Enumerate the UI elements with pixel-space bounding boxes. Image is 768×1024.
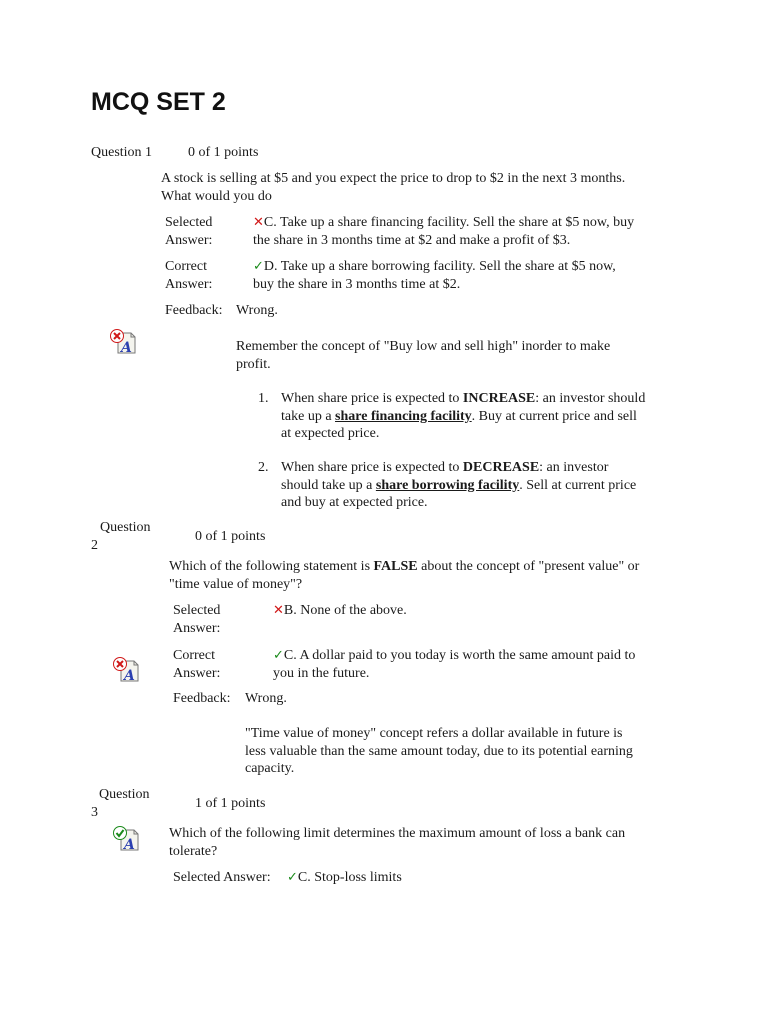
- check-mark-icon: ✓: [253, 259, 264, 274]
- page-title: MCQ SET 2: [91, 88, 226, 116]
- feedback-line: capacity.: [245, 761, 295, 776]
- selected-answer-label: Selected Answer:: [173, 870, 271, 885]
- label-line: Question: [100, 520, 151, 535]
- label-line: Answer:: [173, 665, 221, 681]
- feedback-line: Remember the concept of "Buy low and sell high" inorder to make: [236, 339, 611, 354]
- selected-answer: [253, 214, 634, 249]
- question-text-line: "time value of money"?: [169, 576, 303, 592]
- question-3-points: 1 of 1 points: [195, 796, 266, 811]
- text-span: should take up a: [281, 477, 376, 493]
- answer-line: B. None of the above.: [283, 603, 407, 618]
- wrong-answer-icon: [109, 328, 137, 354]
- question-text-line: What would you do: [161, 188, 272, 204]
- svg-text:A: A: [121, 340, 132, 354]
- text-span: When share price is expected to: [281, 460, 463, 475]
- label-line: Answer:: [165, 232, 213, 248]
- answer-line: C. A dollar paid to you today is worth the same amount paid to: [283, 648, 636, 663]
- label-line: Selected: [165, 215, 213, 230]
- wrong-answer-icon: [112, 656, 140, 682]
- feedback-line: "Time value of money" concept refers a dollar available in future is: [245, 726, 623, 741]
- question-1-label: Question 1: [91, 145, 153, 160]
- underlined-term: share borrowing facility: [375, 477, 520, 493]
- list-item: [258, 390, 269, 408]
- question-1-points: 0 of 1 points: [188, 145, 259, 160]
- question-2-text: [169, 558, 639, 593]
- text-span: . Sell at current price: [519, 477, 637, 493]
- bold-term: INCREASE: [462, 391, 536, 406]
- feedback-line: less valuable than the same amount today, due to its potential earning: [245, 743, 633, 759]
- feedback-label: Feedback:: [165, 303, 223, 318]
- answer-line: you in the future.: [273, 665, 370, 681]
- label-line: Answer:: [165, 276, 213, 292]
- correct-answer-label: [173, 647, 220, 682]
- correct-answer-label: [165, 258, 212, 293]
- list-item: [258, 459, 269, 477]
- label-line: Answer:: [173, 620, 221, 636]
- answer-line: C. Take up a share financing facility. Sell the share at $5 now, buy: [263, 215, 635, 230]
- text-span: When share price is expected to: [281, 391, 463, 406]
- label-line: 2: [91, 537, 98, 553]
- feedback-text: [236, 338, 610, 373]
- selected-answer-label: [173, 602, 220, 637]
- cross-mark-icon: ✕: [253, 215, 264, 230]
- check-mark-icon: ✓: [273, 648, 284, 663]
- correct-answer-icon: [112, 825, 140, 851]
- bold-term: FALSE: [373, 559, 418, 574]
- text-span: about the concept of "present value" or: [417, 559, 640, 574]
- feedback-text: [245, 725, 633, 778]
- text-span: : an investor should: [535, 391, 646, 406]
- label-line: Correct: [165, 259, 207, 274]
- selected-answer: [287, 869, 402, 887]
- label-line: Question: [99, 787, 150, 802]
- question-2-points: 0 of 1 points: [195, 529, 266, 544]
- question-text-line: Which of the following limit determines the maximum amount of loss a bank can: [169, 826, 626, 841]
- correct-answer: [273, 647, 635, 682]
- feedback-line: profit.: [236, 356, 271, 372]
- svg-text:A: A: [124, 668, 135, 682]
- selected-answer: [273, 602, 407, 620]
- question-text-line: A stock is selling at $5 and you expect the price to drop to $2 in the next 3 months.: [161, 171, 626, 186]
- text-span: and buy at expected price.: [281, 495, 428, 510]
- question-3-label: [91, 786, 150, 821]
- feedback-result: Wrong.: [245, 691, 287, 706]
- label-line: Correct: [173, 648, 215, 663]
- correct-answer: [253, 258, 616, 293]
- text-span: . Buy at current price and sell: [471, 408, 637, 424]
- list-number: 2.: [258, 460, 269, 475]
- list-number: 1.: [258, 391, 269, 406]
- answer-line: C. Stop-loss limits: [297, 870, 402, 885]
- label-line: 3: [91, 804, 98, 820]
- text-span: at expected price.: [281, 426, 380, 441]
- underlined-term: share financing facility: [335, 408, 472, 424]
- cross-mark-icon: ✕: [273, 603, 284, 618]
- answer-line: buy the share in 3 months time at $2.: [253, 276, 461, 292]
- bold-term: DECREASE: [462, 460, 540, 475]
- question-3-text: [169, 825, 625, 860]
- label-line: Selected: [173, 603, 221, 618]
- text-span: : an investor: [539, 460, 609, 475]
- text-span: Which of the following statement is: [169, 559, 374, 574]
- answer-line: D. Take up a share borrowing facility. Sell the share at $5 now,: [263, 259, 616, 274]
- feedback-result: Wrong.: [236, 303, 278, 318]
- feedback-label: Feedback:: [173, 691, 231, 706]
- list-item-text: [281, 459, 636, 512]
- question-text-line: tolerate?: [169, 843, 218, 859]
- question-2-label: [91, 519, 151, 554]
- list-item-text: [281, 390, 645, 443]
- svg-text:A: A: [124, 837, 135, 851]
- question-1-text: [161, 170, 625, 205]
- text-span: take up a: [281, 408, 336, 424]
- check-mark-icon: ✓: [287, 870, 298, 885]
- selected-answer-label: [165, 214, 212, 249]
- answer-line: the share in 3 months time at $2 and make a profit of $3.: [253, 232, 571, 248]
